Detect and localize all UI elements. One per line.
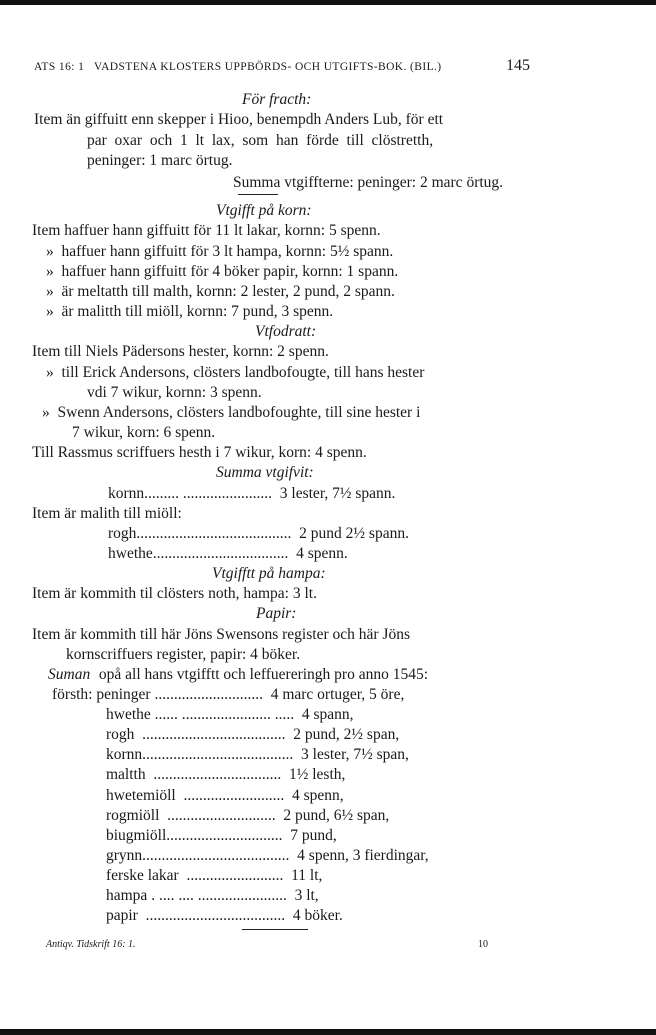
section-heading: Vtfodratt: (255, 323, 317, 340)
ledger-row: maltth ................................. 1½ lesth, (106, 766, 346, 783)
top-border (0, 0, 656, 5)
text-line: » är meltatth till malth, kornn: 2 lester, 2 pund, 2 spann. (46, 283, 395, 300)
section-heading: Vtgifftt på hampa: (212, 565, 326, 582)
summary-heading: Suman (48, 666, 91, 683)
total-line: kornn......... ....................... 3 lester, 7½ spann. (108, 485, 396, 502)
end-rule (242, 929, 308, 930)
text-line: Item är malith till miöll: (32, 505, 182, 522)
text-line: » haffuer hann giffuitt för 3 lt hampa, kornn: 5½ spann. (46, 243, 394, 260)
ledger-row: hampa . .... .... ....................... 3 lt, (106, 887, 319, 904)
text-line: Till Rassmus scriffuers hesth i 7 wikur, korn: 4 spenn. (32, 444, 367, 461)
total-line: hwethe................................... 4 spenn. (108, 545, 348, 562)
running-header: ATS 16: 1 VADSTENA KLOSTERS UPPBÖRDS- OCH UTGIFTS-BOK. (BIL.) (34, 61, 442, 73)
page-number: 145 (506, 57, 530, 74)
section-heading: Vtgifft på korn: (216, 202, 312, 219)
text-line: » Swenn Andersons, clösters landbofoughte, till sine hester i (42, 404, 421, 421)
ledger-row: kornn....................................... 3 lester, 7½ span, (106, 746, 409, 763)
text-line: 7 wikur, korn: 6 spenn. (72, 424, 216, 441)
text-line: peninger: 1 marc örtug. (87, 152, 233, 169)
ledger-row: rogmiöll ............................ 2 pund, 6½ span, (106, 807, 390, 824)
text-line: » är malitth till miöll, kornn: 7 pund, 3 spenn. (46, 303, 334, 320)
ledger-row: försth: peninger ............................ 4 marc ortuger, 5 öre, (52, 686, 405, 703)
text-line: Item är kommith till här Jöns Swensons register och här Jöns (32, 626, 410, 643)
ledger-row: papir .................................... 4 böker. (106, 907, 343, 924)
ledger-row: biugmiöll.............................. 7 pund, (106, 827, 337, 844)
text-line: Item är kommith til clösters noth, hampa: 3 lt. (32, 585, 317, 602)
text-line: » haffuer hann giffuitt för 4 böker papir, kornn: 1 spann. (46, 263, 399, 280)
text-line: opå all hans vtgifftt och leffuereringh pro anno 1545: (95, 666, 429, 683)
ledger-row: ferske lakar ......................... 11 lt, (106, 867, 323, 884)
bottom-border (0, 1029, 656, 1035)
footer-citation: Antiqv. Tidskrift 16: 1. (46, 939, 136, 950)
text-line: Item haffuer hann giffuitt för 11 lt lakar, kornn: 5 spenn. (32, 222, 381, 239)
text-line: par oxar och 1 lt lax, som han förde till clöstretth, (87, 132, 434, 149)
text-line: » till Erick Andersons, clösters landbofougte, till hans hester (46, 364, 425, 381)
section-heading: För fracth: (242, 91, 312, 108)
ledger-row: hwetemiöll .......................... 4 spenn, (106, 787, 344, 804)
signature-mark: 10 (478, 939, 488, 950)
total-line: rogh........................................ 2 pund 2½ spann. (108, 525, 409, 542)
text-line: Item till Niels Pädersons hester, kornn: 2 spenn. (32, 343, 329, 360)
text-line: vdi 7 wikur, kornn: 3 spenn. (87, 384, 262, 401)
text-line: kornscriffuers register, papir: 4 böker. (66, 646, 301, 663)
section-heading: Papir: (256, 605, 297, 622)
divider (238, 194, 278, 195)
sum-line: Summa vtgiffterne: peninger: 2 marc örtug. (233, 174, 504, 191)
ledger-row: rogh ..................................... 2 pund, 2½ span, (106, 726, 400, 743)
section-heading: Summa vtgifvit: (216, 464, 314, 481)
ledger-row: grynn...................................... 4 spenn, 3 fierdingar, (106, 847, 429, 864)
ledger-row: hwethe ...... ....................... ..... 4 spann, (106, 706, 354, 723)
text-line: Item än giffuitt enn skepper i Hioo, benempdh Anders Lub, för ett (34, 111, 444, 128)
